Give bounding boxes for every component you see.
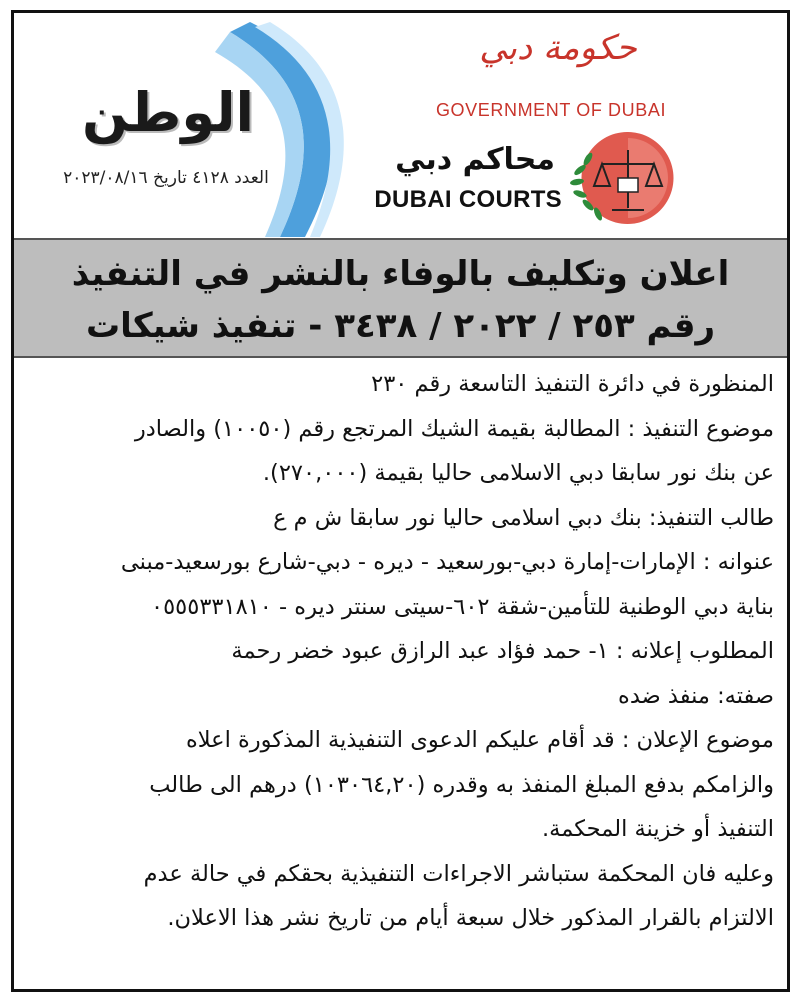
body-line: المطلوب إعلانه : ١- حمد فؤاد عبد الرازق عبود خضر رحمة <box>231 638 774 664</box>
body-line: عن بنك نور سابقا دبي الاسلامى حاليا بقيمة (٢٧٠,٠٠٠). <box>262 460 774 486</box>
issue-date-line: العدد ٤١٢٨ تاريخ ٢٠٢٣/٠٨/١٦ <box>63 168 269 188</box>
notice-title-line-2: رقم ٢٥٣ / ٢٠٢٢ / ٣٤٣٨ - تنفيذ شيكات <box>85 306 716 346</box>
body-line: طالب التنفيذ: بنك دبي اسلامى حاليا نور سابقا ش م ع <box>273 504 774 531</box>
body-line: المنظورة في دائرة التنفيذ التاسعة رقم ٢٣٠ <box>371 371 774 397</box>
body-line: موضوع التنفيذ : المطالبة بقيمة الشيك المرتجع رقم (١٠٠٥٠) والصادر <box>134 415 774 442</box>
notice-title-band <box>14 238 787 358</box>
government-name-en: GOVERNMENT OF DUBAI <box>435 100 667 120</box>
body-line: عنوانه : الإمارات-إمارة دبي-بورسعيد - ديره - دبي-شارع بورسعيد-مبنى <box>120 549 774 575</box>
body-line: موضوع الإعلان : قد أقام عليكم الدعوى التنفيذية المذكورة اعلاه <box>185 727 774 753</box>
notice-body <box>26 362 774 941</box>
body-line: بناية دبي الوطنية للتأمين-شقة ٦٠٢-سيتى سنتر ديره - ٠٥٥٥٣٣١٨١٠ <box>151 593 774 620</box>
courts-name-en: DUBAI COURTS <box>374 186 562 213</box>
body-line: التنفيذ أو خزينة المحكمة. <box>542 816 774 842</box>
body-line: والزامكم بدفع المبلغ المنفذ به وقدره (١٠٣٠٦٤,٢٠) درهم الى طالب <box>149 771 774 798</box>
newspaper-logo: الوطن <box>81 81 255 144</box>
body-line: صفته: منفذ ضده <box>618 682 774 709</box>
notice-title-line-1: اعلان وتكليف بالوفاء بالنشر في التنفيذ <box>71 254 730 294</box>
government-name-ar: حكومة دبي <box>479 28 637 68</box>
courts-emblem-icon <box>568 130 693 225</box>
body-line: وعليه فان المحكمة ستباشر الاجراءات التنفيذية بحقكم في حالة عدم <box>143 860 774 887</box>
body-line: الالتزام بالقرار المذكور خلال سبعة أيام من تاريخ نشر هذا الاعلان. <box>167 905 774 931</box>
courts-name-ar: محاكم دبي <box>395 142 555 177</box>
